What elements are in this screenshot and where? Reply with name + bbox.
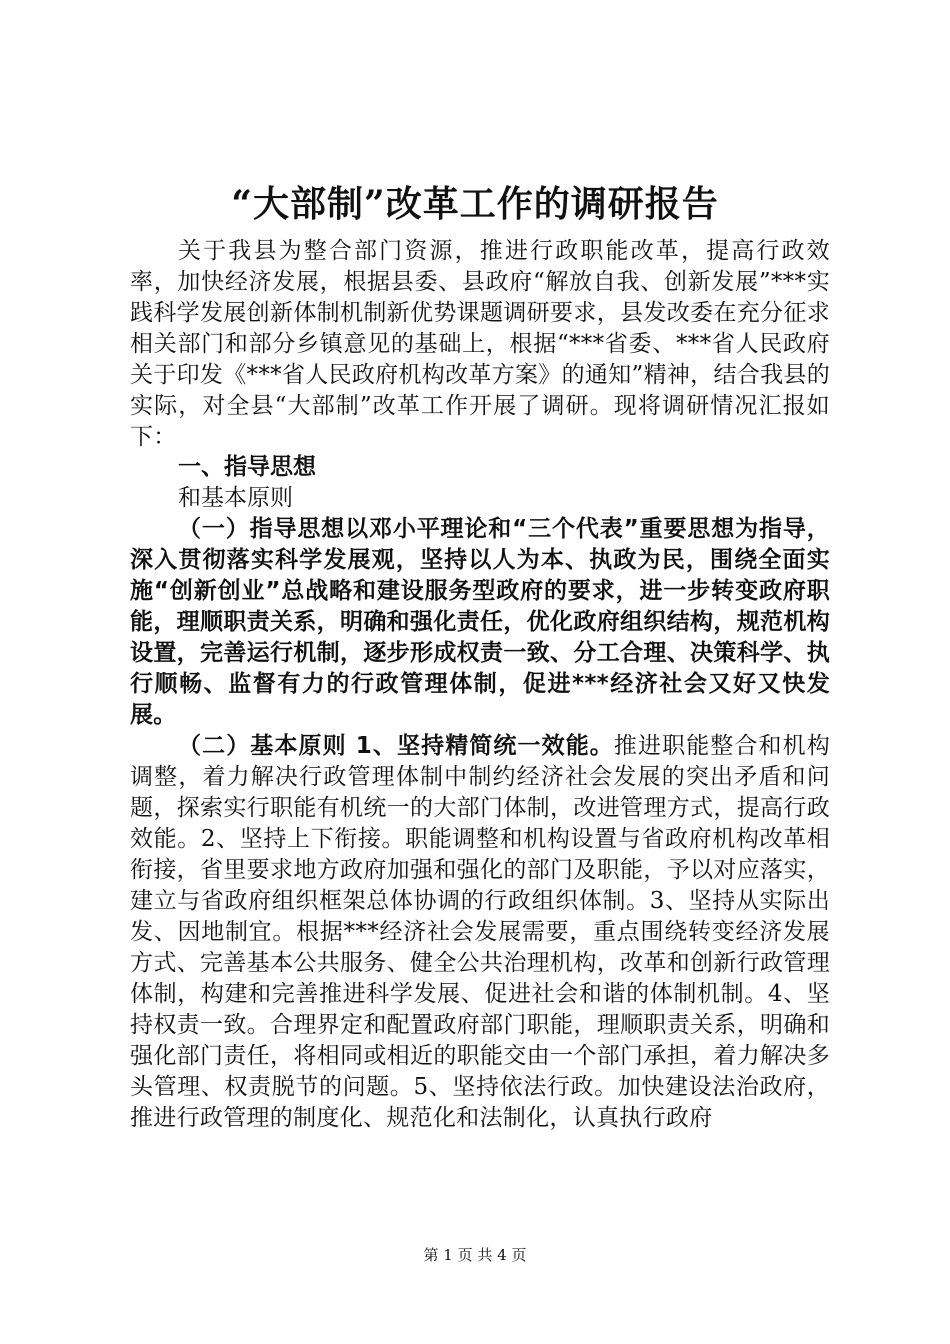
intro-paragraph: 关于我县为整合部门资源，推进行政职能改革，提高行政效率，加快经济发展，根据县委、县政府“解放自我、创新发展”***实践科学发展创新体制机制新优势课题调研要求，县发改委在充分征求相关部门和部分乡镇意见的基础上，根据“***省委、***省人民政府关于印发《***省人民政府机构改革方案》的通知”精神，结合我县的实际，对全县“大部制”改革工作开展了调研。现将调研情况汇报如下：: [130, 238, 830, 450]
principles-paragraph: [130, 731, 830, 1134]
page-number: 第 1 页 共 4 页: [423, 1246, 527, 1264]
section-heading: 一、指导思想: [178, 454, 316, 480]
document-title: “大部制”改革工作的调研报告: [231, 183, 719, 225]
principles-lead: （二）基本原则 1、坚持精简统一效能。: [178, 733, 614, 759]
guiding-ideology-paragraph: （一）指导思想以邓小平理论和“三个代表”重要思想为指导，深入贯彻落实科学发展观，坚持以人为本、执政为民，围绕全面实施“创新创业”总战略和建设服务型政府的要求，进一步转变政府职能，理顺职责关系，明确和强化责任，优化政府组织结构，规范机构设置，完善运行机制，逐步形成权责一致、分工合理、决策科学、执行顺畅、监督有力的行政管理体制，促进***经济社会又好又快发展。: [130, 516, 830, 728]
section-subheading: 和基本原则: [178, 485, 293, 511]
principles-rest: 推进职能整合和机构调整，着力解决行政管理体制中制约经济社会发展的突出矛盾和问题，探索实行职能有机统一的大部门体制，改进管理方式，提高行政效能。2、坚持上下衔接。职能调整和机构设置与省政府机构改革相衔接，省里要求地方政府加强和强化的部门及职能，予以对应落实，建立与省政府组织框架总体协调的行政组织体制。3、坚持从实际出发、因地制宜。根据***经济社会发展需要，重点围绕转变经济发展方式、完善基本公共服务、健全公共治理机构，改革和创新行政管理体制，构建和完善推进科学发展、促进社会和谐的体制机制。4、坚持权责一致。合理界定和配置政府部门职能，理顺职责关系，明确和强化部门责任，将相同或相近的职能交由一个部门承担，着力解决多头管理、权责脱节的问题。5、坚持依法行政。加快建设法治政府，推进行政管理的制度化、规范化和法制化，认真执行政府: [130, 733, 830, 1131]
